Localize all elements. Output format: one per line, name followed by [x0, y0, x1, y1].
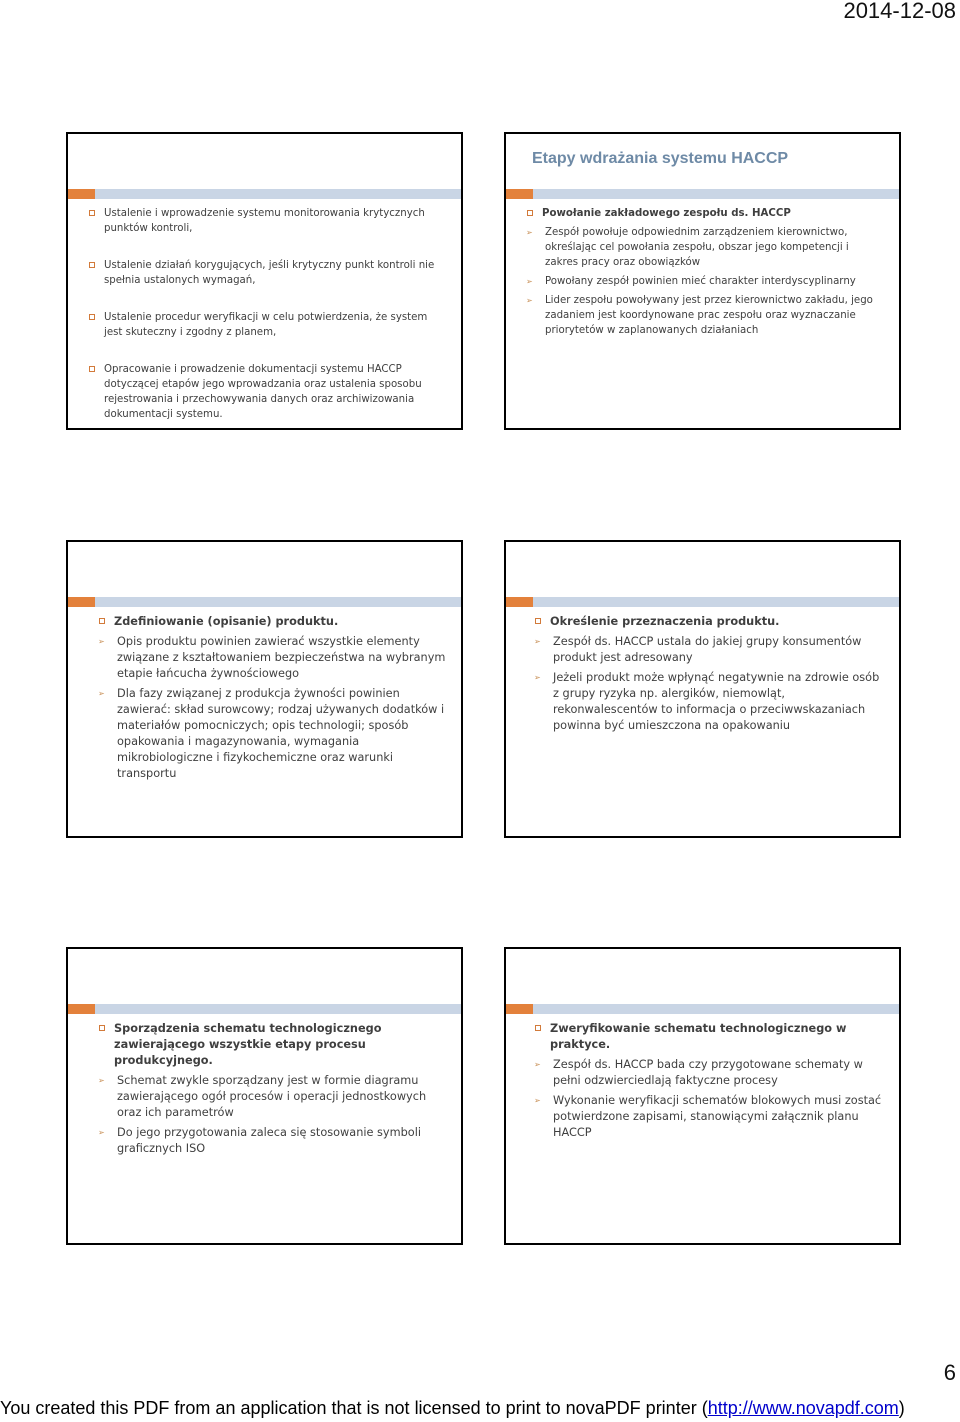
slide-heading: Zweryfikowanie schematu technologicznego w praktyce.: [534, 1021, 885, 1053]
list-item: Ustalenie i wprowadzenie systemu monitorowania krytycznych punktów kontroli,: [88, 206, 447, 236]
list-item: ➢ Lider zespołu powoływany jest przez kierownictwo zakładu, jego zadaniem jest koordynowane prac zespołu oraz wyznaczanie priorytetów w zaplanowanych działaniach: [526, 293, 885, 338]
slide-content: [98, 614, 447, 782]
slide-3: [66, 540, 463, 838]
slide-heading: Powołanie zakładowego zespołu ds. HACCP: [526, 206, 885, 221]
list-item: Ustalenie procedur weryfikacji w celu potwierdzenia, że system jest skuteczny i zgodny z planem,: [88, 310, 447, 340]
slide-content: [534, 1021, 885, 1141]
slide-2: [504, 132, 901, 430]
list-item: Ustalenie działań korygujących, jeśli krytyczny punkt kontroli nie spełnia ustalonych wymagań,: [88, 258, 447, 288]
slide-title: Etapy wdrażania systemu HACCP: [532, 150, 789, 167]
slide-content: [534, 614, 885, 734]
slide-accent-bar: [68, 597, 461, 607]
list-item: ➢ Jeżeli produkt może wpłynąć negatywnie na zdrowie osób z grupy ryzyka np. alergików, niemowląt, rekonwalescentów to informacja o przeciwwskazaniach powinna być umieszczona na opakowaniu: [534, 670, 885, 734]
slide-accent-bar: [68, 1004, 461, 1014]
slide-accent-bar: [68, 189, 461, 199]
list-item: ➢ Do jego przygotowania zaleca się stosowanie symboli graficznych ISO: [98, 1125, 447, 1157]
list-item: ➢ Dla fazy związanej z produkcja żywności powinien zawierać: skład surowcowy; rodzaj używanych dodatków i materiałów pomocniczych; opis technologii; sposób opakowania i magazynowania, wymagania mikrobiologiczne i fizykochemiczne oraz warunki transportu: [98, 686, 447, 782]
slide-heading: Sporządzenia schematu technologicznego zawierającego wszystkie etapy procesu produkcyjnego.: [98, 1021, 447, 1069]
footer-link[interactable]: http://www.novapdf.com: [707, 1398, 899, 1418]
list-item: ➢ Wykonanie weryfikacji schematów blokowych musi zostać potwierdzone zapisami, stanowiącymi załącznik planu HACCP: [534, 1093, 885, 1141]
slide-content: [98, 1021, 447, 1157]
list-item: ➢ Schemat zwykle sporządzany jest w formie diagramu zawierającego ogół procesów i operacji jednostkowych oraz ich parametrów: [98, 1073, 447, 1121]
slide-5: [66, 947, 463, 1245]
print-date: 2014-12-08: [843, 0, 956, 23]
footer-text: You created this PDF from an application that is not licensed to print to novaPDF printer (: [0, 1398, 708, 1418]
list-item: ➢ Opis produktu powinien zawierać wszystkie elementy związane z kształtowaniem bezpieczeństwa na wybranym etapie łańcucha żywnościowego: [98, 634, 447, 682]
slide-1: [66, 132, 463, 430]
slide-6: [504, 947, 901, 1245]
slide-accent-bar: [506, 1004, 899, 1014]
footer-text-end: ): [898, 1398, 905, 1418]
slide-accent-bar: [506, 189, 899, 199]
slide-accent-bar: [506, 597, 899, 607]
list-item: ➢ Zespół ds. HACCP ustala do jakiej grupy konsumentów produkt jest adresowany: [534, 634, 885, 666]
slide-heading: Zdefiniowanie (opisanie) produktu.: [98, 614, 447, 630]
slide-content: [526, 206, 885, 338]
list-item: ➢ Zespół ds. HACCP bada czy przygotowane schematy w pełni odzwierciedlają faktyczne procesy: [534, 1057, 885, 1089]
page-number: 6: [943, 1360, 956, 1385]
footer-notice: [0, 1398, 905, 1419]
slide-4: [504, 540, 901, 838]
slide-heading: Określenie przeznaczenia produktu.: [534, 614, 885, 630]
list-item: Opracowanie i prowadzenie dokumentacji systemu HACCP dotyczącej etapów jego wprowadzania oraz ustalenia sposobu rejestrowania i przechowywania danych oraz archiwizowania dokumentacji systemu.: [88, 362, 447, 422]
slide-content: [88, 206, 447, 422]
list-item: ➢ Powołany zespół powinien mieć charakter interdyscyplinarny: [526, 274, 885, 289]
list-item: ➢ Zespół powołuje odpowiednim zarządzeniem kierownictwo, określając cel powołania zespołu, obszar jego kompetencji i zakres pracy oraz obowiązków: [526, 225, 885, 270]
